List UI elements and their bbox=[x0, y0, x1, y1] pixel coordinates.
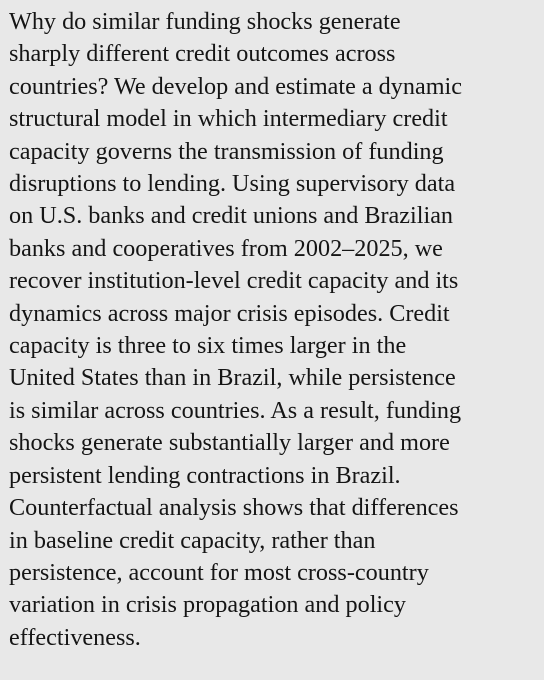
abstract-line: United States than in Brazil, while persistence bbox=[9, 364, 456, 392]
abstract-line: banks and cooperatives from 2002–2025, we bbox=[9, 234, 443, 262]
abstract-line: on U.S. banks and credit unions and Brazilian bbox=[9, 202, 454, 230]
abstract-line: countries? We develop and estimate a dynamic bbox=[9, 72, 462, 100]
abstract-line: sharply different credit outcomes across bbox=[9, 40, 396, 68]
abstract-line: in baseline credit capacity, rather than bbox=[9, 526, 376, 554]
abstract-line: capacity is three to six times larger in the bbox=[9, 332, 407, 360]
abstract-line: disruptions to lending. Using supervisory data bbox=[9, 170, 456, 198]
abstract-line: variation in crisis propagation and policy bbox=[9, 591, 406, 619]
abstract-paragraph bbox=[9, 6, 538, 654]
abstract-line: Counterfactual analysis shows that differences bbox=[9, 494, 459, 522]
abstract-line: persistence, account for most cross-country bbox=[9, 558, 429, 586]
abstract-line: structural model in which intermediary credit bbox=[9, 105, 448, 133]
abstract-line: effectiveness. bbox=[9, 623, 141, 651]
abstract-line: shocks generate substantially larger and more bbox=[9, 429, 450, 457]
abstract-line: persistent lending contractions in Brazil. bbox=[9, 461, 401, 489]
abstract-line: is similar across countries. As a result, funding bbox=[9, 396, 462, 424]
abstract-line: dynamics across major crisis episodes. Credit bbox=[9, 299, 450, 327]
abstract-line: recover institution-level credit capacity and its bbox=[9, 267, 459, 295]
abstract-line: capacity governs the transmission of funding bbox=[9, 137, 444, 165]
abstract-line: Why do similar funding shocks generate bbox=[9, 8, 401, 35]
